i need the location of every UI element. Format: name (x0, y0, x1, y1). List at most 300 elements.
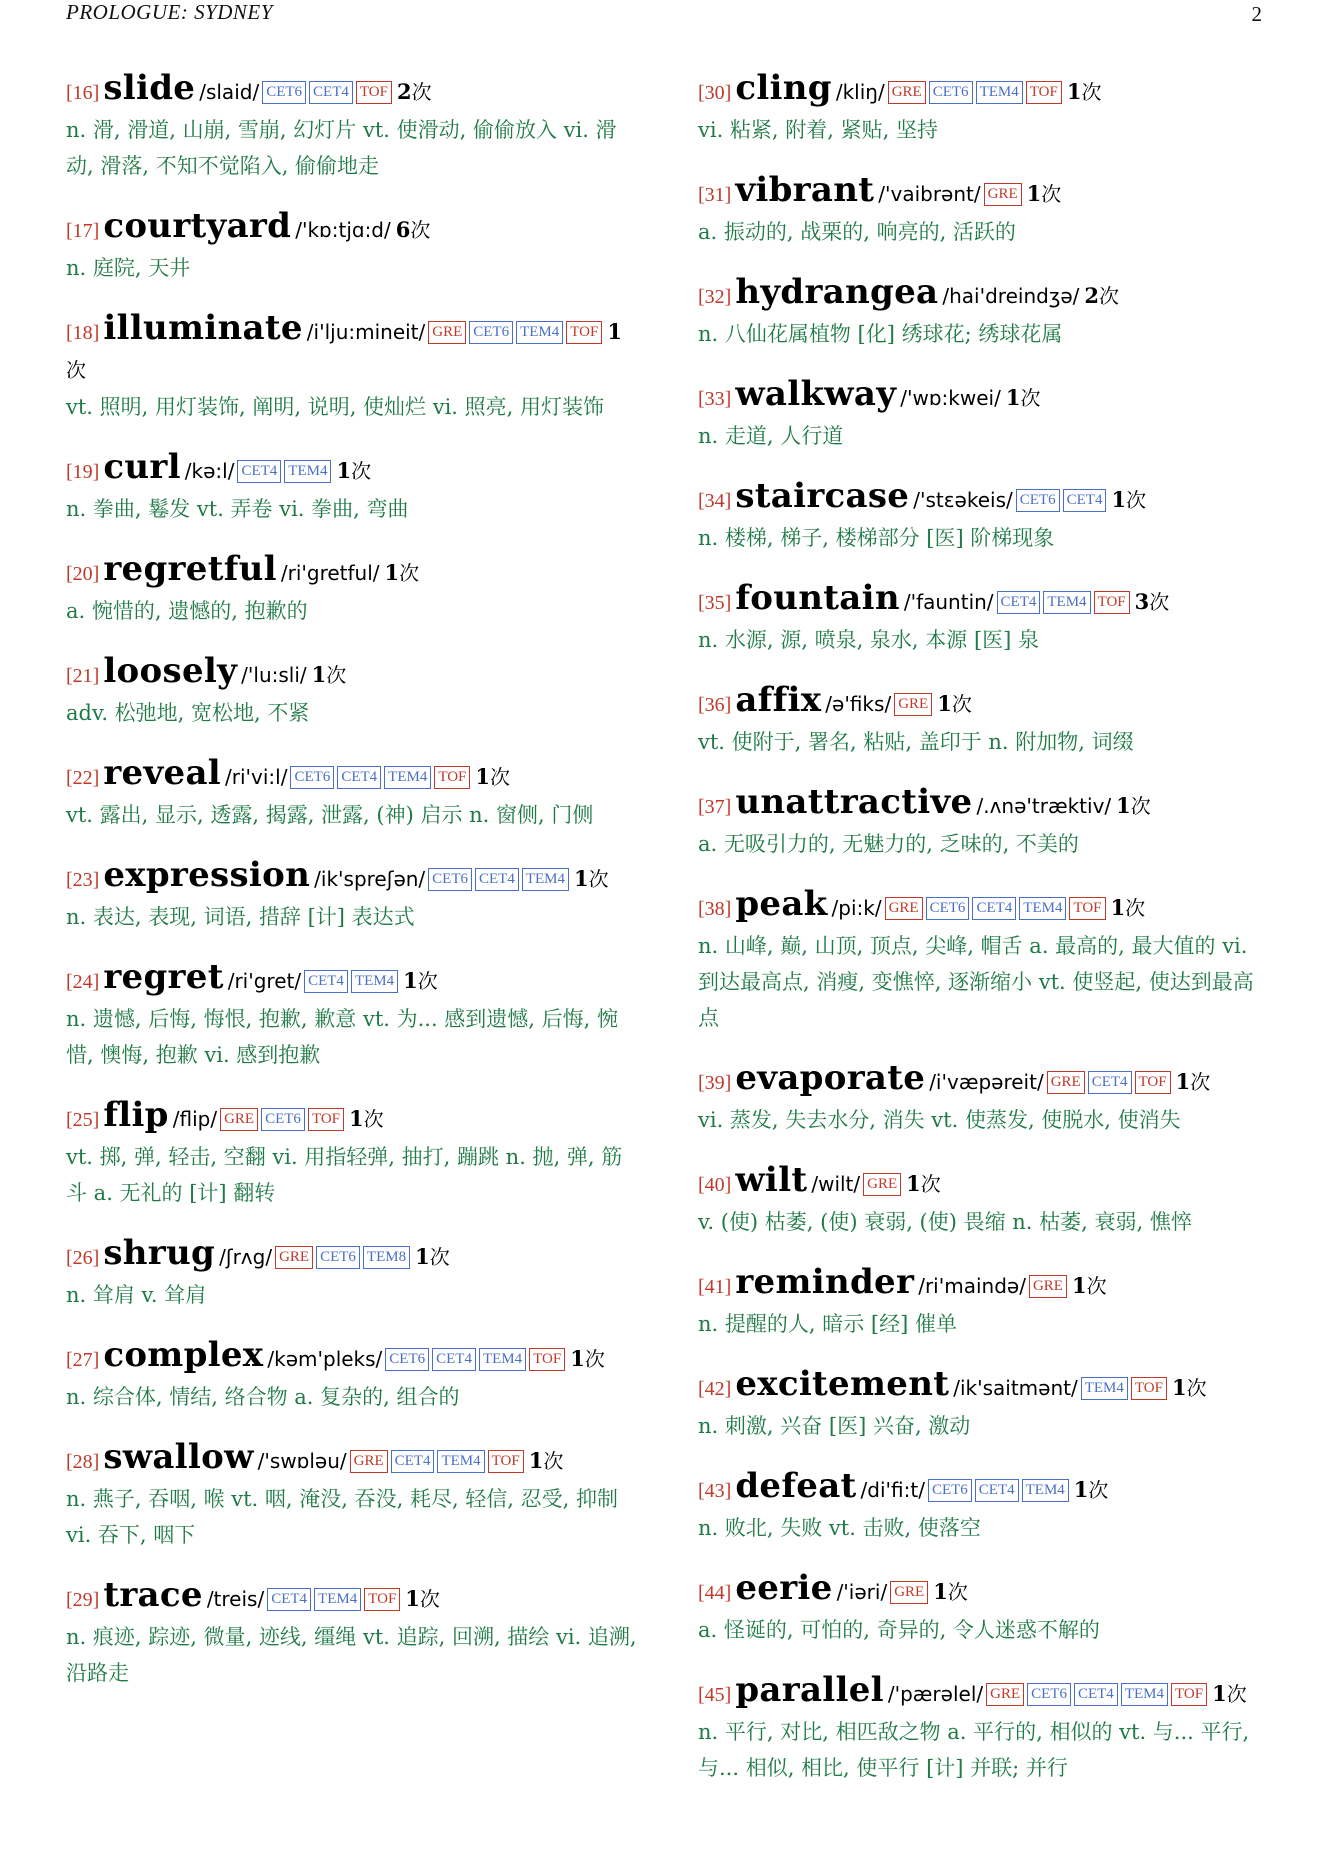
exam-tag-badge: CET6 (316, 1246, 360, 1269)
entry-number: [29] (66, 1589, 100, 1611)
entry-headline (66, 551, 638, 593)
occurrence-count: 1 (1066, 79, 1082, 104)
headword: swallow (103, 1437, 254, 1477)
exam-tag-badge: GRE (863, 1173, 901, 1196)
headword: regretful (103, 549, 277, 589)
count-unit: 次 (1099, 284, 1120, 308)
exam-tag-badge: GRE (275, 1246, 313, 1269)
exam-tag-badge: TEM4 (1022, 1479, 1069, 1502)
headword: evaporate (735, 1058, 926, 1098)
vocab-entry (698, 682, 1270, 760)
pronunciation: /ʃrʌg/ (219, 1245, 273, 1269)
entry-headline (698, 478, 1270, 520)
exam-tag-badge: CET4 (475, 868, 519, 891)
occurrence-count: 6 (395, 217, 411, 242)
pronunciation: /ə'fiks/ (825, 692, 892, 716)
definition: a. 怪诞的, 可怕的, 奇异的, 令人迷惑不解的 (698, 1618, 1100, 1642)
count-unit: 次 (363, 1107, 384, 1131)
exam-tag-badge: CET4 (309, 81, 353, 104)
entry-headline (698, 1060, 1270, 1102)
definition: a. 惋惜的, 遗憾的, 抱歉的 (66, 599, 308, 623)
count-unit: 次 (1149, 590, 1170, 614)
exam-tag-badge: CET6 (261, 1108, 305, 1131)
entry-headline (66, 1097, 638, 1139)
exam-tag-badge: TEM4 (284, 460, 331, 483)
occurrence-count: 1 (1171, 1375, 1187, 1400)
pronunciation: /ri'maində/ (918, 1274, 1026, 1298)
count-unit: 次 (1130, 794, 1151, 818)
occurrence-count: 1 (1116, 793, 1131, 818)
definition: n. 平行, 对比, 相匹敌之物 a. 平行的, 相似的 vt. 与... 平行, 与... 相似, 相比, 使平行 [计] 并联; 并行 (698, 1720, 1250, 1780)
definition: n. 遗憾, 后悔, 悔恨, 抱歉, 歉意 vt. 为... 感到遗憾, 后悔, 惋惜, 懊悔, 抱歉 vi. 感到抱歉 (66, 1007, 619, 1067)
entry-number: [38] (698, 898, 732, 920)
exam-tag-badge: TEM4 (351, 970, 398, 993)
headword: trace (103, 1575, 203, 1615)
exam-tag-badge: TEM4 (384, 766, 431, 789)
entry-number: [24] (66, 971, 100, 993)
pronunciation: /hai'dreindʒə/ (942, 284, 1080, 308)
headword: loosely (103, 651, 238, 691)
exam-tag-badge: TEM4 (479, 1348, 526, 1371)
vocab-entry (698, 1366, 1270, 1444)
definition: n. 败北, 失败 vt. 击败, 使落空 (698, 1516, 981, 1540)
pronunciation: /treis/ (206, 1587, 265, 1611)
vocab-entry (66, 1577, 638, 1691)
exam-tag-badge: CET4 (391, 1450, 435, 1473)
vocab-entry (66, 551, 638, 629)
entry-headline (66, 310, 638, 389)
definition: n. 水源, 源, 喷泉, 泉水, 本源 [医] 泉 (698, 628, 1040, 652)
exam-tag-badge: CET6 (469, 321, 513, 344)
headword: cling (735, 68, 832, 108)
entry-number: [19] (66, 461, 100, 483)
exam-tag-badge: TEM4 (1121, 1683, 1168, 1706)
entry-headline (66, 857, 638, 899)
count-unit: 次 (419, 1587, 440, 1611)
headword: vibrant (735, 170, 875, 210)
occurrence-count: 1 (574, 866, 589, 891)
occurrence-count: 1 (336, 458, 352, 483)
definition: n. 综合体, 情结, 络合物 a. 复杂的, 组合的 (66, 1385, 460, 1409)
vocab-entry (698, 274, 1270, 352)
entry-number: [21] (66, 665, 100, 687)
entry-number: [35] (698, 592, 732, 614)
occurrence-count: 1 (570, 1346, 585, 1371)
headword: fountain (735, 578, 900, 618)
definition: n. 山峰, 巅, 山顶, 顶点, 尖峰, 帽舌 a. 最高的, 最大值的 vi. 到达最高点, 消瘦, 变憔悴, 逐渐缩小 vt. 使竖起, 使达到最高点 (698, 934, 1254, 1030)
headword: slide (103, 68, 196, 108)
definition: a. 无吸引力的, 无魅力的, 乏味的, 不美的 (698, 832, 1079, 856)
exam-tag-badge: GRE (984, 183, 1022, 206)
entry-headline (698, 1468, 1270, 1510)
exam-tag-badge: TOF (1094, 591, 1130, 614)
pronunciation: /'wɒ:kwei/ (900, 386, 1001, 410)
headword: reminder (735, 1262, 915, 1302)
occurrence-count: 1 (1026, 181, 1042, 206)
entry-headline (66, 70, 638, 112)
entry-headline (698, 274, 1270, 316)
exam-tag-badge: CET4 (304, 970, 348, 993)
pronunciation: /kə:l/ (184, 459, 235, 483)
definition: n. 楼梯, 梯子, 楼梯部分 [医] 阶梯现象 (698, 526, 1055, 550)
count-unit: 次 (411, 80, 432, 104)
exam-tag-badge: CET4 (432, 1348, 476, 1371)
exam-tag-badge: TOF (1069, 897, 1105, 920)
occurrence-count: 1 (475, 764, 491, 789)
count-unit: 次 (1126, 488, 1147, 512)
exam-tag-badge: TEM4 (976, 81, 1023, 104)
pronunciation: /wilt/ (811, 1172, 861, 1196)
definition: v. (使) 枯萎, (使) 衰弱, (使) 畏缩 n. 枯萎, 衰弱, 憔悴 (698, 1210, 1192, 1234)
count-unit: 次 (1081, 80, 1102, 104)
entry-number: [40] (698, 1174, 732, 1196)
entry-number: [34] (698, 490, 732, 512)
occurrence-count: 1 (1005, 385, 1021, 410)
exam-tag-badge: CET4 (267, 1588, 311, 1611)
definition: n. 拳曲, 鬈发 vt. 弄卷 vi. 拳曲, 弯曲 (66, 497, 409, 521)
vocab-entry (698, 1060, 1270, 1138)
entry-number: [44] (698, 1582, 732, 1604)
exam-tag-badge: CET6 (428, 868, 472, 891)
occurrence-count: 1 (1212, 1681, 1227, 1706)
headword: defeat (735, 1466, 857, 1506)
entry-number: [16] (66, 82, 100, 104)
vocab-entry (66, 310, 638, 425)
entry-number: [33] (698, 388, 732, 410)
entry-headline (66, 1235, 638, 1277)
vocab-entry (66, 653, 638, 731)
entry-headline (698, 70, 1270, 112)
vocab-entry (66, 1235, 638, 1313)
pronunciation: /slaid/ (199, 80, 260, 104)
exam-tag-badge: CET4 (975, 1479, 1019, 1502)
entry-headline (698, 1570, 1270, 1612)
occurrence-count: 1 (384, 560, 400, 585)
entry-headline (66, 1337, 638, 1379)
entry-headline (66, 755, 638, 797)
exam-tag-badge: TOF (308, 1108, 344, 1131)
pronunciation: /ik'spreʃən/ (314, 867, 426, 891)
occurrence-count: 1 (528, 1448, 544, 1473)
definition: n. 庭院, 天井 (66, 256, 191, 280)
vocab-entry (698, 172, 1270, 250)
pronunciation: /'swɒləu/ (257, 1449, 347, 1473)
occurrence-count: 1 (405, 1586, 420, 1611)
count-unit: 次 (1041, 182, 1062, 206)
exam-tag-badge: CET4 (1088, 1071, 1132, 1094)
definition: n. 提醒的人, 暗示 [经] 催单 (698, 1312, 957, 1336)
occurrence-count: 1 (403, 968, 418, 993)
definition: vt. 照明, 用灯装饰, 阐明, 说明, 使灿烂 vi. 照亮, 用灯装饰 (66, 395, 605, 419)
entry-number: [20] (66, 563, 100, 585)
left-column (66, 70, 638, 1715)
definition: a. 振动的, 战栗的, 响亮的, 活跃的 (698, 220, 1016, 244)
pronunciation: /'lu:sli/ (241, 663, 307, 687)
entry-headline (698, 1672, 1270, 1714)
vocab-entry (698, 1570, 1270, 1648)
entry-headline (698, 172, 1270, 214)
pronunciation: /ik'saitmənt/ (953, 1376, 1078, 1400)
exam-tag-badge: CET6 (928, 1479, 972, 1502)
exam-tag-badge: TOF (1135, 1071, 1171, 1094)
occurrence-count: 2 (396, 79, 412, 104)
headword: complex (103, 1335, 264, 1375)
headword: affix (735, 680, 822, 720)
exam-tag-badge: GRE (894, 693, 932, 716)
entry-number: [32] (698, 286, 732, 308)
headword: reveal (103, 753, 222, 793)
entry-number: [39] (698, 1072, 732, 1094)
exam-tag-badge: CET4 (997, 591, 1041, 614)
headword: curl (103, 447, 181, 487)
definition: n. 表达, 表现, 词语, 措辞 [计] 表达式 (66, 905, 415, 929)
exam-tag-badge: TEM4 (516, 321, 563, 344)
count-unit: 次 (951, 692, 972, 716)
entry-headline (698, 1162, 1270, 1204)
exam-tag-badge: TOF (529, 1348, 565, 1371)
entry-headline (698, 886, 1270, 928)
exam-tag-badge: TOF (488, 1450, 524, 1473)
count-unit: 次 (584, 1347, 605, 1371)
exam-tag-badge: GRE (428, 321, 466, 344)
pronunciation: /kəm'pleks/ (267, 1347, 383, 1371)
vocab-entry (66, 857, 638, 935)
exam-tag-badge: CET4 (337, 766, 381, 789)
occurrence-count: 1 (906, 1171, 921, 1196)
occurrence-count: 1 (1175, 1069, 1191, 1094)
headword: illuminate (103, 308, 303, 348)
vocab-entry (66, 449, 638, 527)
exam-tag-badge: TEM4 (1043, 591, 1090, 614)
headword: wilt (735, 1160, 808, 1200)
exam-tag-badge: GRE (1047, 1071, 1085, 1094)
entry-number: [36] (698, 694, 732, 716)
definition: n. 燕子, 吞咽, 喉 vt. 咽, 淹没, 吞没, 耗尽, 轻信, 忍受, 抑制 vi. 吞下, 咽下 (66, 1487, 619, 1547)
occurrence-count: 1 (607, 319, 622, 344)
headword: parallel (735, 1670, 884, 1710)
right-column (698, 70, 1270, 1810)
entry-number: [45] (698, 1684, 732, 1706)
exam-tag-badge: TEM4 (1081, 1377, 1128, 1400)
exam-tag-badge: GRE (890, 1581, 928, 1604)
occurrence-count: 1 (1111, 487, 1127, 512)
count-unit: 次 (920, 1172, 941, 1196)
occurrence-count: 1 (415, 1244, 430, 1269)
headword: unattractive (735, 782, 973, 822)
occurrence-count: 1 (349, 1106, 364, 1131)
entry-headline (66, 1439, 638, 1481)
exam-tag-badge: CET4 (237, 460, 281, 483)
count-unit: 次 (1186, 1376, 1207, 1400)
definition: n. 痕迹, 踪迹, 微量, 迹线, 缰绳 vt. 追踪, 回溯, 描绘 vi. 追溯, 沿路走 (66, 1625, 637, 1685)
count-unit: 次 (326, 663, 347, 687)
exam-tag-badge: CET6 (929, 81, 973, 104)
pronunciation: /'iəri/ (836, 1580, 888, 1604)
occurrence-count: 1 (1071, 1273, 1087, 1298)
occurrence-count: 2 (1084, 283, 1100, 308)
definition: vt. 露出, 显示, 透露, 揭露, 泄露, (神) 启示 n. 窗侧, 门侧 (66, 803, 594, 827)
vocab-entry (698, 784, 1270, 862)
entry-number: [18] (66, 322, 100, 344)
exam-tag-badge: TEM4 (437, 1450, 484, 1473)
exam-tag-badge: TEM4 (314, 1588, 361, 1611)
vocab-entry (66, 755, 638, 833)
vocab-entry (698, 1264, 1270, 1342)
occurrence-count: 1 (311, 662, 327, 687)
pronunciation: /flip/ (172, 1107, 218, 1131)
pronunciation: /i'lju:mineit/ (306, 320, 426, 344)
headword: hydrangea (735, 272, 939, 312)
exam-tag-badge: CET6 (926, 897, 970, 920)
exam-tag-badge: CET6 (1016, 489, 1060, 512)
pronunciation: /i'væpəreit/ (929, 1070, 1044, 1094)
headword: courtyard (103, 206, 292, 246)
exam-tag-badge: GRE (986, 1683, 1024, 1706)
headword: regret (103, 957, 224, 997)
headword: flip (103, 1095, 169, 1135)
count-unit: 次 (490, 765, 511, 789)
count-unit: 次 (351, 459, 372, 483)
entry-number: [28] (66, 1451, 100, 1473)
pronunciation: /pi:k/ (831, 896, 882, 920)
entry-headline (698, 784, 1270, 826)
exam-tag-badge: CET4 (972, 897, 1016, 920)
pronunciation: /'stɛəkeis/ (913, 488, 1013, 512)
entry-headline (66, 959, 638, 1001)
occurrence-count: 1 (1110, 895, 1126, 920)
exam-tag-badge: TOF (364, 1588, 400, 1611)
exam-tag-badge: TOF (356, 81, 392, 104)
count-unit: 次 (1088, 1478, 1109, 1502)
entry-headline (66, 1577, 638, 1619)
exam-tag-badge: CET6 (385, 1348, 429, 1371)
count-unit: 次 (1020, 386, 1041, 410)
exam-tag-badge: GRE (350, 1450, 388, 1473)
exam-tag-badge: GRE (220, 1108, 258, 1131)
count-unit: 次 (1086, 1274, 1107, 1298)
definition: vi. 粘紧, 附着, 紧贴, 坚持 (698, 118, 938, 142)
headword: excitement (735, 1364, 950, 1404)
vocab-entry (698, 376, 1270, 454)
definition: n. 走道, 人行道 (698, 424, 844, 448)
vocab-entry (698, 886, 1270, 1036)
entry-headline (698, 376, 1270, 418)
pronunciation: /'fauntin/ (903, 590, 994, 614)
definition: n. 耸肩 v. 耸肩 (66, 1283, 207, 1307)
pronunciation: /di'fi:t/ (860, 1478, 925, 1502)
exam-tag-badge: GRE (888, 81, 926, 104)
headword: walkway (735, 374, 897, 414)
vocab-entry (698, 1468, 1270, 1546)
entry-headline (698, 682, 1270, 724)
exam-tag-badge: CET6 (262, 81, 306, 104)
pronunciation: /ri'gretful/ (280, 561, 380, 585)
entry-number: [17] (66, 220, 100, 242)
entry-headline (66, 653, 638, 695)
page-number: 2 (1251, 2, 1262, 26)
entry-number: [25] (66, 1109, 100, 1131)
entry-number: [37] (698, 796, 732, 818)
entry-number: [26] (66, 1247, 100, 1269)
entry-number: [41] (698, 1276, 732, 1298)
vocab-entry (66, 1439, 638, 1553)
count-unit: 次 (66, 358, 86, 382)
entry-headline (66, 449, 638, 491)
definition: n. 八仙花属植物 [化] 绣球花; 绣球花属 (698, 322, 1063, 346)
count-unit: 次 (947, 1580, 968, 1604)
running-header-title: PROLOGUE: SYDNEY (66, 0, 273, 24)
occurrence-count: 1 (937, 691, 952, 716)
vocab-entry (698, 1162, 1270, 1240)
pronunciation: /'vaibrənt/ (878, 182, 981, 206)
occurrence-count: 3 (1134, 589, 1150, 614)
count-unit: 次 (1190, 1070, 1211, 1094)
definition: vt. 掷, 弹, 轻击, 空翻 vi. 用指轻弹, 抽打, 蹦跳 n. 抛, 弹, 筋斗 a. 无礼的 [计] 翻转 (66, 1145, 623, 1205)
definition: adv. 松弛地, 宽松地, 不紧 (66, 701, 310, 725)
count-unit: 次 (429, 1245, 450, 1269)
entry-number: [42] (698, 1378, 732, 1400)
count-unit: 次 (410, 218, 431, 242)
exam-tag-badge: GRE (1029, 1275, 1067, 1298)
exam-tag-badge: CET6 (290, 766, 334, 789)
entry-number: [43] (698, 1480, 732, 1502)
exam-tag-badge: TOF (434, 766, 470, 789)
exam-tag-badge: TEM4 (1019, 897, 1066, 920)
vocab-entry (66, 208, 638, 286)
headword: eerie (735, 1568, 833, 1608)
vocab-entry (698, 70, 1270, 148)
entry-headline (698, 1264, 1270, 1306)
exam-tag-badge: TOF (1131, 1377, 1167, 1400)
entry-number: [31] (698, 184, 732, 206)
entry-headline (698, 580, 1270, 622)
exam-tag-badge: TOF (566, 321, 602, 344)
vocab-entry (698, 1672, 1270, 1786)
pronunciation: /.ʌnə'træktiv/ (976, 794, 1112, 818)
headword: staircase (735, 476, 910, 516)
exam-tag-badge: TOF (1026, 81, 1062, 104)
count-unit: 次 (417, 969, 438, 993)
count-unit: 次 (543, 1449, 564, 1473)
headword: expression (103, 855, 311, 895)
exam-tag-badge: CET4 (1074, 1683, 1118, 1706)
count-unit: 次 (1226, 1682, 1247, 1706)
entry-number: [30] (698, 82, 732, 104)
count-unit: 次 (1125, 896, 1146, 920)
vocab-entry (66, 959, 638, 1073)
exam-tag-badge: CET4 (1063, 489, 1107, 512)
count-unit: 次 (588, 867, 609, 891)
definition: n. 滑, 滑道, 山崩, 雪崩, 幻灯片 vt. 使滑动, 偷偷放入 vi. 滑动, 滑落, 不知不觉陷入, 偷偷地走 (66, 118, 617, 178)
entry-headline (66, 208, 638, 250)
headword: peak (735, 884, 828, 924)
vocab-entry (66, 70, 638, 184)
definition: n. 刺激, 兴奋 [医] 兴奋, 激动 (698, 1414, 971, 1438)
definition: vt. 使附于, 署名, 粘贴, 盖印于 n. 附加物, 词缀 (698, 730, 1134, 754)
pronunciation: /ri'vi:l/ (225, 765, 288, 789)
occurrence-count: 1 (933, 1579, 948, 1604)
pronunciation: /'pærəlel/ (887, 1682, 984, 1706)
entry-number: [22] (66, 767, 100, 789)
vocab-entry (698, 478, 1270, 556)
exam-tag-badge: TOF (1171, 1683, 1207, 1706)
pronunciation: /'kɒ:tjɑ:d/ (295, 218, 391, 242)
entry-number: [27] (66, 1349, 100, 1371)
exam-tag-badge: TEM8 (363, 1246, 410, 1269)
vocab-entry (698, 580, 1270, 658)
vocab-entry (66, 1097, 638, 1211)
exam-tag-badge: TEM4 (522, 868, 569, 891)
